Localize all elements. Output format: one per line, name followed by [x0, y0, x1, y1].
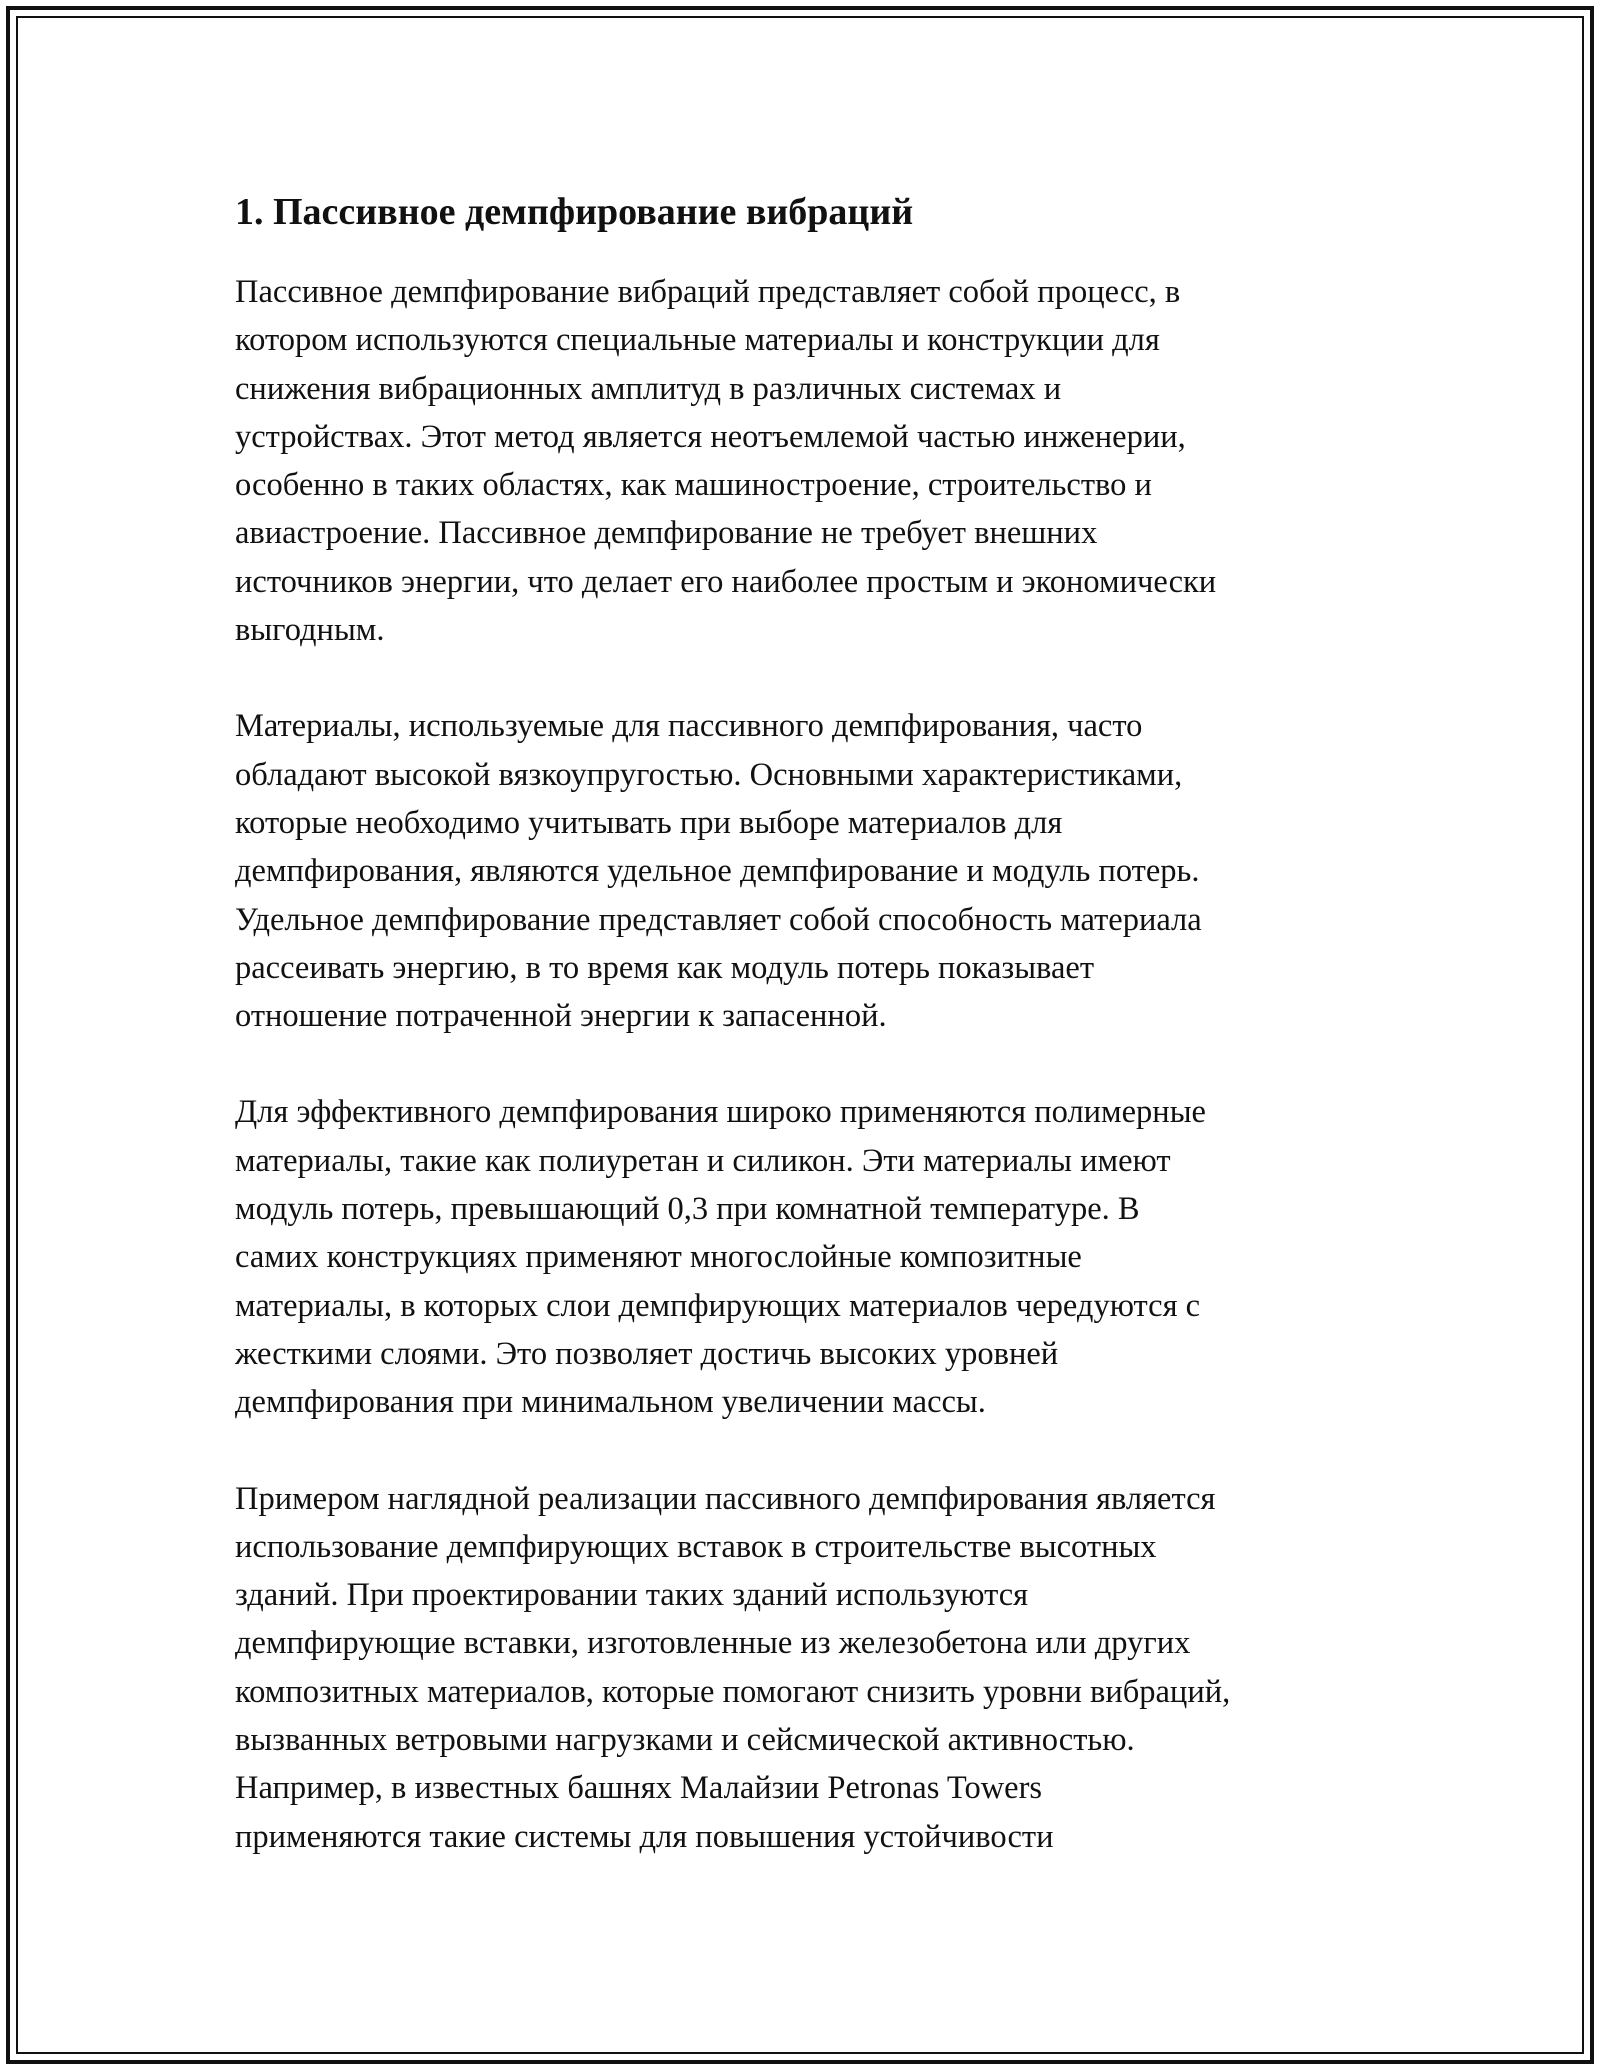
text-line: котором используются специальные материалы и конструкции для — [235, 322, 1160, 359]
text-line: материалы, такие как полиуретан и силикон. Эти материалы имеют — [235, 1142, 1171, 1179]
text-line: демпфирования, являются удельное демпфирование и модуль потерь. — [235, 853, 1200, 890]
text-line: материалы, в которых слои демпфирующих материалов чередуются с — [235, 1287, 1201, 1324]
text-line: вызванных ветровыми нагрузками и сейсмической активностью. — [235, 1722, 1135, 1759]
text-line: особенно в таких областях, как машиностроение, строительство и — [235, 467, 1152, 504]
text-line: устройствах. Этот метод является неотъемлемой частью инженерии, — [235, 418, 1186, 455]
text-line: которые необходимо учитывать при выборе материалов для — [235, 804, 1063, 841]
text-line: Для эффективного демпфирования широко применяются полимерные — [235, 1094, 1206, 1131]
text-line: применяются такие системы для повышения устойчивости — [235, 1818, 1054, 1855]
paragraph-1 — [235, 268, 1375, 654]
text-line: демпфирующие вставки, изготовленные из железобетона или других — [235, 1625, 1191, 1662]
document-body — [235, 180, 1375, 1909]
text-line: модуль потерь, превышающий 0,3 при комнатной температуре. В — [235, 1191, 1140, 1228]
text-line: Материалы, используемые для пассивного демпфирования, часто — [235, 708, 1143, 745]
text-line: демпфирования при минимальном увеличении массы. — [235, 1384, 986, 1421]
text-line: самих конструкциях применяют многослойные композитные — [235, 1239, 1082, 1276]
text-line: обладают высокой вязкоупругостью. Основными характеристиками, — [235, 756, 1183, 793]
text-line: рассеивать энергию, в то время как модуль потерь показывает — [235, 949, 1095, 986]
paragraph-3 — [235, 1088, 1375, 1426]
text-line: снижения вибрационных амплитуд в различных системах и — [235, 370, 1062, 407]
section-heading: 1. Пассивное демпфирование вибраций — [235, 191, 914, 233]
text-line: Например, в известных башнях Малайзии Petronas Towers — [235, 1770, 1043, 1807]
text-line: Примером наглядной реализации пассивного демпфирования является — [235, 1480, 1216, 1517]
text-line: зданий. При проектировании таких зданий используются — [235, 1577, 1029, 1614]
text-line: жесткими слоями. Это позволяет достичь высоких уровней — [235, 1335, 1059, 1372]
text-line: авиастроение. Пассивное демпфирование не требует внешних — [235, 515, 1098, 552]
text-line: композитных материалов, которые помогают снизить уровни вибраций, — [235, 1673, 1231, 1710]
text-line: выгодным. — [235, 612, 385, 649]
text-line: отношение потраченной энергии к запасенной. — [235, 998, 887, 1035]
paragraph-2 — [235, 702, 1375, 1040]
text-line: использование демпфирующих вставок в строительстве высотных — [235, 1528, 1157, 1565]
text-line: Пассивное демпфирование вибраций представляет собой процесс, в — [235, 274, 1181, 310]
paragraph-4 — [235, 1475, 1375, 1861]
text-line: источников энергии, что делает его наиболее простым и экономически — [235, 563, 1217, 600]
text-line: Удельное демпфирование представляет собой способность материала — [235, 901, 1202, 938]
